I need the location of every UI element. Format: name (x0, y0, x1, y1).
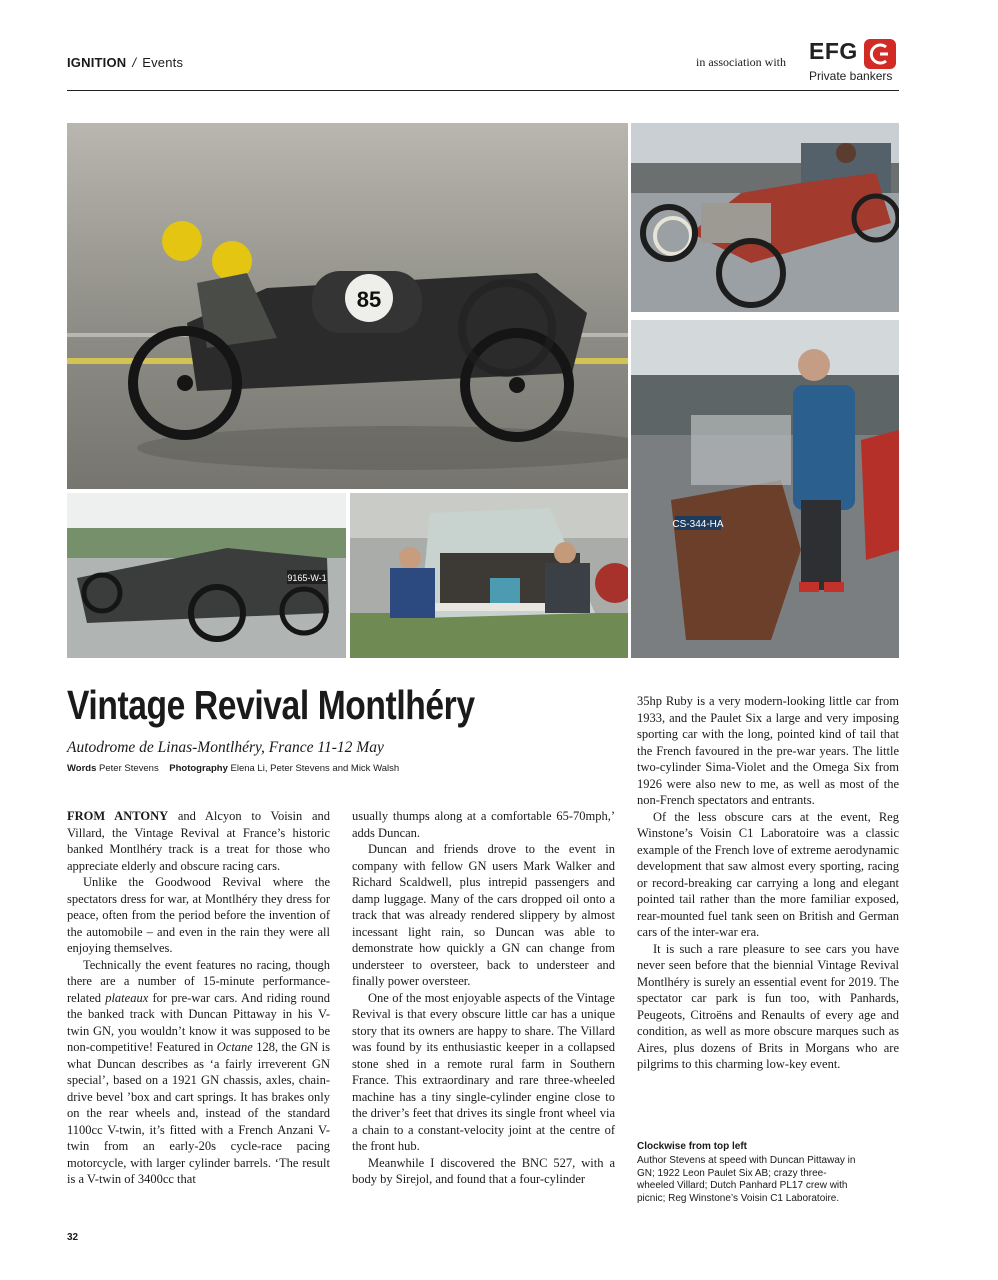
photo-panhard-picnic (350, 493, 628, 658)
section-name: IGNITION (67, 55, 127, 70)
paragraph: Unlike the Goodwood Revival where the spectators dress for war, at Montlhéry they dress for peace, often from the period before the invention of the automobile – and even in the rain they were all enjoying themselves. (67, 875, 330, 955)
article-column-2 (352, 808, 615, 1188)
sponsor-name: EFG (809, 38, 858, 64)
villard-plate: CS-344-HA (672, 519, 724, 530)
paragraph: 35hp Ruby is a very modern-looking little car from 1933, and the Paulet Six a large and very imposing sporting car with the long, pointed kind of tail that the French favoured in the pre-war years. The little two-cylinder Sima-Violet and the Omega Six from 1926 were also new to me, as well as most of the non-French spectators and entrants. (637, 694, 899, 807)
paragraph: FROM ANTONY and Alcyon to Voisin and Villard, the Vintage Revival at France’s historic banked Montlhéry track is a treat for those who appreciate elderly and obscure racing cars. (67, 809, 330, 873)
article-column-1 (67, 808, 330, 1188)
article-column-3 (637, 693, 899, 1073)
paragraph: Of the less obscure cars at the event, Reg Winstone’s Voisin C1 Laboratoire was a classic example of the French love of extreme aerodynamic development that saw almost every sporting, racing or record-breaking car carrying a long and elegant pointed tail rather than the more familiar exposed, rear-mounted fuel tank seen on British and German cars of the inter-war era. (637, 809, 899, 939)
page-number: 32 (67, 1232, 79, 1243)
photo-voisin (67, 493, 346, 658)
article-title: Vintage Revival Montlhéry (67, 682, 475, 728)
subsection-name: Events (142, 55, 184, 70)
photography-label: Photography (169, 763, 228, 774)
photo-leon-paulet (631, 123, 899, 312)
photo-gn-at-speed (67, 123, 628, 489)
association-text: in association with (696, 55, 786, 69)
photo-villard (631, 320, 899, 658)
race-number: 85 (356, 287, 382, 312)
paragraph: Technically the event features no racing, though there are a number of 15-minute performance-related plateaux for pre-war cars. And riding round the banked track with Duncan Pittaway in his V-twin GN, you wouldn’t know it was supposed to be non-competitive! Featured in Octane 128, the GN is what Duncan describes as ‘a fairly irreverent GN special’, based on a 1921 GN chassis, axles, chain-drive bevel ’box and cart springs. It has brakes only on the rear wheels and, instead of the standard 1100cc V-twin, it’s fitted with a French Anzani V-twin from an early-20s cycle-race pacing motorcycle, with larger cylinder barrels. ‘The result is a V-twin of 3400cc that (67, 957, 330, 1186)
voisin-plate: 9165-W-1 (287, 573, 327, 583)
sponsor-subtitle: Private bankers (809, 69, 893, 83)
photography-credit: Elena Li, Peter Stevens and Mick Walsh (230, 763, 400, 774)
article-subtitle: Autodrome de Linas-Montlhéry, France 11-12 May (67, 739, 384, 756)
words-label: Words (67, 763, 97, 774)
caption-heading: Clockwise from top left (637, 1141, 748, 1152)
paragraph: One of the most enjoyable aspects of the Vintage Revival is that every obscure little car has a unique story that its owners are happy to share. The Villard was found by its enthusiastic keeper in a collapsed stone shed in a remote rural farm in Southern France. This extraordinary and rare three-wheeled machine has a tiny single-cylinder engine close to the driver’s feet that drives its single front wheel via a chain to a constant-velocity joint at the centre of the front hub. (352, 990, 615, 1153)
paragraph: Meanwhile I discovered the BNC 527, with a body by Sirejol, and found that a four-cylinder (352, 1155, 615, 1186)
article-credits (67, 763, 399, 774)
efg-logo-icon (864, 39, 896, 69)
header-rule (67, 90, 899, 91)
section-header: IGNITION / Events (67, 55, 184, 70)
lead-in: FROM ANTONY (67, 809, 169, 823)
caption-text: Author Stevens at speed with Duncan Pittaway in GN; 1922 Leon Paulet Six AB; crazy three-wheeled Villard; Dutch Panhard PL17 crew with picnic; Reg Winstone’s Voisin C1 Laboratoire. (637, 1155, 856, 1204)
paragraph: usually thumps along at a comfortable 65-70mph,’ adds Duncan. (352, 809, 615, 840)
paragraph: It is such a rare pleasure to see cars you have never seen before that the biennial Vintage Revival Montlhéry is surely an essential event for 2019. The spectator car park is fun too, with Panhards, Peugeots, Citroëns and Renaults of every age and condition, as well as more obscure marques such as Aires, plus dozens of Brits in Morgans who are pilgrims to this charming low-key event. (637, 941, 899, 1071)
paragraph: Duncan and friends drove to the event in company with fellow GN users Mark Walker and Richard Scaldwell, plus intrepid passengers and damp luggage. Many of the cars dropped oil onto a track that was already rendered slippery by almost incessant light rain, so Duncan was able to demonstrate how quickly a GN can change from understeer to oversteer, back to understeer and finally power oversteer. (352, 842, 615, 988)
words-author: Peter Stevens (99, 763, 159, 774)
